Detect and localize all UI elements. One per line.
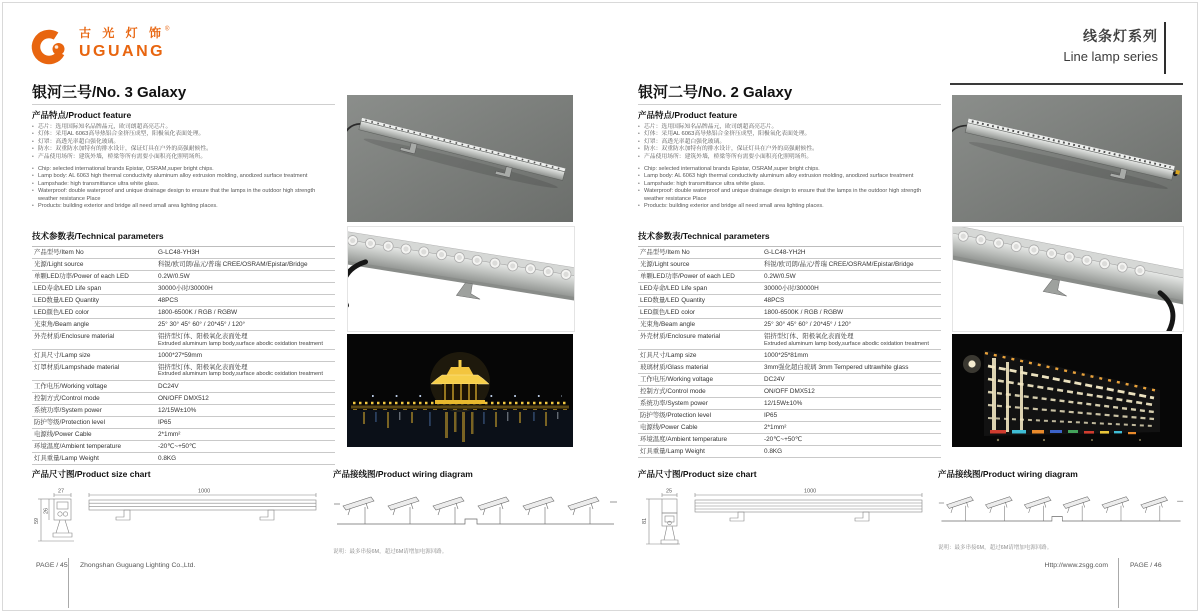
feature-item: • Waterproof: double waterproof and unique drainage design to ensure that the lamps in the outdoor high strength weather resistance Place	[32, 188, 335, 203]
product-photo-studio	[952, 95, 1182, 222]
table-label: 系统功率/System power	[640, 400, 708, 408]
table-label: 工作电压/Working voltage	[34, 382, 108, 390]
table-row	[32, 307, 335, 319]
table-label: 控制方式/Control mode	[640, 388, 706, 396]
table-row	[638, 398, 941, 410]
table-label: 单颗LED功率/Power of each LED	[34, 273, 129, 281]
table-row	[32, 441, 335, 453]
footer-divider	[68, 558, 69, 608]
table-label: 产品型号/Item No	[640, 249, 690, 257]
table-row	[638, 319, 941, 331]
table-value-en: Extruded aluminum lamp body,surface abodic oxidation treatment	[158, 371, 323, 378]
table-label: 环境温度/Ambient temperature	[640, 436, 728, 444]
table-value: 48PCS	[764, 297, 785, 305]
feature-list-en	[638, 166, 941, 210]
feature-item: • 灯罩：高透光率超白强化玻璃。	[32, 139, 335, 146]
table-label: 控制方式/Control mode	[34, 394, 100, 402]
page-number-right: PAGE / 46	[1130, 562, 1162, 569]
size-chart-drawing	[638, 486, 928, 552]
table-value: 铝挤型灯体、阳极氧化表面处理	[158, 364, 248, 372]
dim-width: 25	[666, 488, 673, 495]
table-value: DC24V	[158, 382, 179, 390]
table-value: -20℃~+50℃	[764, 436, 803, 444]
feature-item: • 芯片：选用国际知名品牌晶元，欧司朗超高亮芯片。	[638, 124, 941, 131]
series-vertical-bar	[1164, 22, 1166, 74]
wiring-section-right	[938, 468, 1188, 551]
product-photo-closeup	[347, 226, 575, 332]
feature-item: • 灯体：采用AL 6063高导热铝合金挤压成型，阳极氧化表面处理。	[32, 131, 335, 138]
table-label: LED寿命/LED Life span	[640, 285, 708, 293]
brand-name-en: UGUANG	[79, 43, 166, 60]
table-value: 30000小时/30000H	[764, 285, 819, 293]
table-label: LED数量/LED Quantity	[34, 297, 99, 305]
table-label: 外壳材质/Enclosure material	[34, 333, 115, 341]
table-label: 防护等级/Protection level	[640, 412, 712, 420]
table-label: 光源/Light source	[640, 261, 690, 269]
table-row	[638, 331, 941, 350]
table-row	[32, 453, 335, 465]
table-value: 25° 30° 45° 60° / 20*45° / 120°	[764, 321, 852, 329]
table-value: G-LC48-YH2H	[764, 249, 806, 257]
table-value: 30000小时/30000H	[158, 285, 213, 293]
company-name: Zhongshan Guguang Lighting Co.,Ltd.	[80, 562, 196, 569]
table-value: 0.2W/0.5W	[158, 273, 190, 281]
table-value: 0.8KG	[764, 448, 783, 456]
size-chart-drawing	[32, 486, 322, 552]
header-rule	[950, 83, 1183, 85]
feature-item: • Lamp body: AL 6063 high thermal conductivity aluminum alloy extrusion molding, anodized surface treatment	[32, 173, 335, 180]
table-label: 灯罩材质/Lampshade material	[34, 364, 120, 372]
table-label: 环境温度/Ambient temperature	[34, 442, 122, 450]
table-row	[638, 374, 941, 386]
table-label: 光束角/Beam angle	[640, 321, 696, 329]
table-value: G-LC48-YH3H	[158, 249, 200, 257]
table-row	[638, 410, 941, 422]
tech-table	[32, 246, 335, 464]
table-value: DC24V	[764, 376, 785, 384]
table-row	[638, 259, 941, 271]
table-label: LED颜色/LED color	[640, 309, 696, 317]
size-chart-section-right	[638, 468, 930, 557]
table-row	[32, 417, 335, 429]
series-header	[1063, 26, 1158, 64]
table-label: 工作电压/Working voltage	[640, 376, 714, 384]
title-rule	[32, 104, 335, 105]
table-value: 0.8KG	[158, 454, 177, 462]
feature-item: • Waterproof: double waterproof and unique drainage design to ensure that the lamps in the outdoor high strength weather resistance Place	[638, 188, 941, 203]
table-value: IP65	[158, 418, 172, 426]
table-label: LED寿命/LED Life span	[34, 285, 102, 293]
table-row	[32, 259, 335, 271]
table-row	[32, 247, 335, 259]
table-row	[638, 307, 941, 319]
feature-item: • Lampshade: high transmittance ultra white glass.	[32, 181, 335, 188]
feature-list-cn	[32, 124, 335, 161]
feature-item: • Chip: selected international brands Epistar, OSRAM,super bright chips.	[638, 166, 941, 173]
table-row	[638, 295, 941, 307]
title-rule	[638, 104, 941, 105]
feature-heading: 产品特点/Product feature	[32, 110, 132, 120]
registered-mark: ®	[165, 26, 170, 33]
table-value: 科锐/欧司朗/晶元/普瑞 CREE/OSRAM/Epistar/Bridge	[764, 261, 914, 269]
page-right-content	[638, 84, 941, 458]
table-row	[32, 393, 335, 405]
table-row	[32, 429, 335, 441]
table-row	[32, 350, 335, 362]
table-label: 灯具尺寸/Lamp size	[34, 352, 91, 360]
guguang-g-icon	[30, 24, 76, 66]
table-value: 2*1mm²	[158, 430, 181, 438]
table-row	[638, 350, 941, 362]
table-label: 灯具重量/Lamp Weight	[34, 454, 99, 462]
table-row	[638, 422, 941, 434]
table-row	[32, 319, 335, 331]
wiring-section-left	[333, 468, 620, 555]
table-row	[638, 362, 941, 374]
table-value: 0.2W/0.5W	[764, 273, 796, 281]
table-label: 光源/Light source	[34, 261, 84, 269]
table-row	[32, 362, 335, 381]
table-value: 铝挤型灯体、阳极氧化表面处理	[158, 333, 248, 341]
feature-item: • Products: building exterior and bridge all need small area lighting places.	[638, 203, 941, 210]
feature-list-cn	[638, 124, 941, 161]
wiring-note: 说明：最多串接6M，超过6M请增加电源回路。	[938, 545, 1053, 551]
table-label: 产品型号/Item No	[34, 249, 84, 257]
feature-item: • 防水：双重防水加特有的排水设计，保证灯具在户外的高强耐候性。	[638, 146, 941, 153]
table-value: 12/15W±10%	[158, 406, 197, 414]
brand-logo	[30, 24, 169, 66]
wiring-heading: 产品接线图/Product wiring diagram	[333, 469, 473, 479]
dim-length: 1000	[198, 488, 211, 495]
table-row	[32, 271, 335, 283]
size-chart-heading: 产品尺寸图/Product size chart	[638, 469, 757, 479]
table-value: ON/OFF DMX512	[158, 394, 209, 402]
feature-list-en	[32, 166, 335, 210]
table-value: 1800-6500K / RGB / RGBW	[158, 309, 238, 317]
table-value: 48PCS	[158, 297, 179, 305]
table-row	[32, 295, 335, 307]
feature-item: • 产品使用场所：建筑外墙，桥梁等所有需要小面积亮化照明场所。	[638, 154, 941, 161]
dim-width: 27	[58, 488, 65, 495]
table-label: LED数量/LED Quantity	[640, 297, 705, 305]
feature-item: • 灯体：采用AL 6063高导热铝合金挤压成型，阳极氧化表面处理。	[638, 131, 941, 138]
table-value: 科锐/欧司朗/晶元/普瑞 CREE/OSRAM/Epistar/Bridge	[158, 261, 308, 269]
wiring-note: 说明：最多串接6M，超过6M请增加电源回路。	[333, 549, 448, 555]
tech-heading: 技术参数表/Technical parameters	[32, 231, 164, 242]
website-url: Http://www.zsgg.com	[1044, 562, 1108, 569]
series-title-cn: 线条灯系列	[1083, 28, 1158, 44]
product-photo-closeup	[952, 226, 1184, 332]
table-row	[32, 283, 335, 295]
feature-item: • Products: building exterior and bridge all need small area lighting places.	[32, 203, 335, 210]
table-row	[638, 446, 941, 458]
table-value: 1000*27*59mm	[158, 352, 203, 360]
tech-table	[638, 246, 941, 458]
table-value: ON/OFF DMX512	[764, 388, 815, 396]
table-value: 1800-6500K / RGB / RGBW	[764, 309, 844, 317]
table-label: 系统功率/System power	[34, 406, 102, 414]
series-title-en: Line lamp series	[1063, 49, 1158, 64]
size-chart-section-left	[32, 468, 324, 557]
dim-body: 26	[43, 507, 50, 514]
dim-length: 1000	[804, 488, 817, 495]
table-label: LED颜色/LED color	[34, 309, 90, 317]
table-label: 电源线/Power Cable	[34, 430, 92, 438]
table-row	[638, 386, 941, 398]
brand-name-cn: 古 光 灯 饰	[79, 26, 166, 40]
feature-item: • 灯罩：高透光率超白强化玻璃。	[638, 139, 941, 146]
dim-height: 81	[642, 517, 648, 524]
product-photo-studio	[347, 95, 573, 222]
table-label: 灯具重量/Lamp Weight	[640, 448, 705, 456]
page-title: 银河三号/No. 3 Galaxy	[32, 84, 187, 101]
table-value: IP65	[764, 412, 778, 420]
table-value: 12/15W±10%	[764, 400, 803, 408]
table-row	[32, 405, 335, 417]
table-value: 1000*25*81mm	[764, 352, 809, 360]
table-label: 单颗LED功率/Power of each LED	[640, 273, 735, 281]
dim-height: 59	[34, 517, 40, 524]
table-label: 防护等级/Protection level	[34, 418, 106, 426]
table-label: 灯具尺寸/Lamp size	[640, 352, 697, 360]
wiring-drawing	[938, 494, 1184, 530]
table-value: 25° 30° 45° 60° / 20*45° / 120°	[158, 321, 246, 329]
table-label: 玻璃材质/Glass material	[640, 364, 709, 372]
table-value: 铝挤型灯体、阳极氧化表面处理	[764, 333, 854, 341]
table-value-en: Extruded aluminum lamp body,surface abodic oxidation treatment	[158, 340, 323, 347]
tech-heading: 技术参数表/Technical parameters	[638, 231, 770, 242]
table-row	[638, 271, 941, 283]
wiring-drawing	[333, 494, 618, 534]
feature-item: • 防水：双重防水加特有的排水设计，保证灯具在户外的高强耐候性。	[32, 146, 335, 153]
size-chart-heading: 产品尺寸图/Product size chart	[32, 469, 151, 479]
wiring-heading: 产品接线图/Product wiring diagram	[938, 469, 1078, 479]
table-label: 电源线/Power Cable	[640, 424, 698, 432]
table-value: -20℃~+50℃	[158, 442, 197, 450]
feature-item: • Lamp body: AL 6063 high thermal conductivity aluminum alloy extrusion molding, anodized surface treatment	[638, 173, 941, 180]
table-row	[32, 331, 335, 350]
feature-item: • Lampshade: high transmittance ultra white glass.	[638, 181, 941, 188]
table-value: 2*1mm²	[764, 424, 787, 432]
feature-item: • 芯片：选用国际知名品牌晶元，欧司朗超高亮芯片。	[32, 124, 335, 131]
table-row	[638, 247, 941, 259]
table-row	[638, 283, 941, 295]
table-label: 外壳材质/Enclosure material	[640, 333, 721, 341]
footer-divider	[1118, 558, 1119, 608]
feature-item: • 产品使用场所：建筑外墙，桥梁等所有需要小面积亮化照明场所。	[32, 154, 335, 161]
feature-heading: 产品特点/Product feature	[638, 110, 738, 120]
table-label: 光束角/Beam angle	[34, 321, 90, 329]
page-number-left: PAGE / 45	[36, 562, 68, 569]
table-value-en: Extruded aluminum lamp body,surface abodic oxidation treatment	[764, 340, 929, 347]
application-photo-building	[952, 334, 1182, 447]
table-value: 3mm强化超白玻璃 3mm Tempered ultrawhite glass	[764, 364, 909, 372]
page-left-content	[32, 84, 335, 465]
page-title: 银河二号/No. 2 Galaxy	[638, 84, 793, 101]
application-photo-pavilion	[347, 334, 573, 447]
table-row	[638, 434, 941, 446]
feature-item: • Chip: selected international brands Epistar, OSRAM,super bright chips.	[32, 166, 335, 173]
table-row	[32, 381, 335, 393]
